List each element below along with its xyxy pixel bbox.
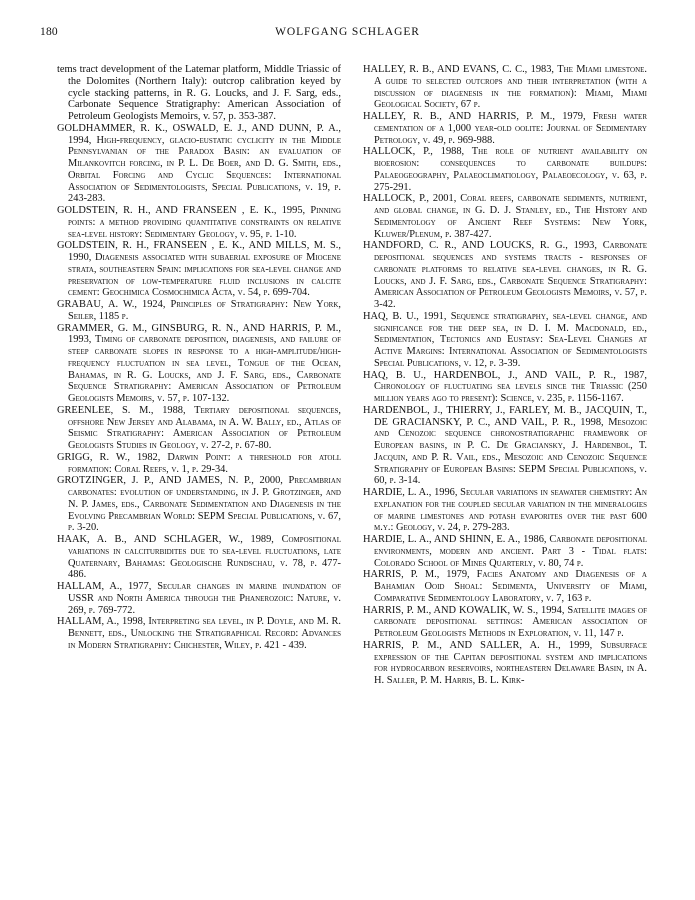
reference-entry: tems tract development of the Latemar platform, Middle Triassic of the Dolomites (Northern Italy): outcrop calibration keyed by cycle stacking patterns, in R. G. Loucks, and J. F. Sarg, eds., Carbonate Sequence Stratigraphy: American Association of Petroleum Geologists Memoirs, v. 57, p. 353-387.: [57, 64, 341, 122]
reference-entry: HALLEY, R. B., AND EVANS, C. C., 1983, The Miami limestone. A guide to selected outcrops and their interpretation (with a discussion of diagenesis in the formation): Miami, Miami Geological Society, 67 p.: [363, 64, 647, 111]
left-column: [57, 64, 341, 687]
reference-entry: GREENLEE, S. M., 1988, Tertiary depositional sequences, offshore New Jersey and Alabama, in A. W. Bally, ed., Atlas of Seismic Stratigraphy: American Association of Petroleum Geologists Studies in Geology, v. 27-2, p. 67-80.: [57, 404, 341, 451]
reference-entry: HARDENBOL, J., THIERRY, J., FARLEY, M. B., JACQUIN, T., DE GRACIANSKY, P. C., AND VAIL, P. R., 1998, Mesozoic and Cenozoic sequence chronostratigraphic framework of European basins, in P. C. De Graciansky, J. Hardenbol, T. Jacquin, and P. R. Vail, eds., Mesozoic and Cenozoic Sequence Stratigraphy of European Basins: SEPM Special Publications, v. 60, p. 3-14.: [363, 404, 647, 487]
running-head: WOLFGANG SCHLAGER: [275, 26, 420, 38]
reference-entry: HANDFORD, C. R., AND LOUCKS, R. G., 1993, Carbonate depositional sequences and systems tracts - responses of carbonate platforms to relative sea-level changes, in R. G. Loucks, and J. F. Sarg, eds., Carbonate Sequence Stratigraphy: American Association of Petroleum Geologists Memoirs, v. 57, p. 3-42.: [363, 240, 647, 310]
reference-entry: GRAMMER, G. M., GINSBURG, R. N., AND HARRIS, P. M., 1993, Timing of carbonate deposition, diagenesis, and failure of steep carbonate slopes in response to a high-amplitude/high-frequency fluctuation in sea level, Tongue of the Ocean, Bahamas, in R. G. Loucks, and J. F. Sarg, eds., Carbonate Sequence Stratigraphy: American Association of Petroleum Geologists Memoirs, v. 57, p. 107-132.: [57, 322, 341, 404]
reference-entry: GRIGG, R. W., 1982, Darwin Point: a threshold for atoll formation: Coral Reefs, v. 1, p. 29-34.: [57, 451, 341, 475]
reference-entry: HAQ, B. U., HARDENBOL, J., AND VAIL, P. R., 1987, Chronology of fluctuating sea levels since the Triassic (250 million years ago to present): Science, v. 235, p. 1156-1167.: [363, 369, 647, 404]
reference-entry: HAQ, B. U., 1991, Sequence stratigraphy, sea-level change, and significance for the deep sea, in D. I. M. Macdonald, ed., Sedimentation, Tectonics and Eustasy: Sea-Level Changes at Active Margins: International Association of Sedimentologists Special Publications, v. 12, p. 3-39.: [363, 310, 647, 369]
reference-entry: HARRIS, P. M., AND SALLER, A. H., 1999, Subsurface expression of the Capitan depositional system and implications for hydrocarbon reservoirs, northeastern Delaware Basin, in A. H. Saller, P. M. Harris, B. L. Kirk-: [363, 639, 647, 686]
reference-entry: HARRIS, P. M., AND KOWALIK, W. S., 1994, Satellite images of carbonate depositional settings: American association of Petroleum Geologists Methods in Exploration, v. 11, 147 p.: [363, 604, 647, 639]
reference-entry: HALLOCK, P., 1988, The role of nutrient availability on bioerosion: consequences to carbonate buildups: Palaeogeography, Palaeoclimatiology, Palaeoecology, v. 63, p. 275-291.: [363, 146, 647, 193]
reference-entry: GROTZINGER, J. P., AND JAMES, N. P., 2000, Precambrian carbonates: evolution of understanding, in J. P. Grotzinger, and N. P. James, eds., Carbonate Sedimentation and Diagenesis in the Evolving Precambrian World: SEPM Special Publications, v. 67, p. 3-20.: [57, 475, 341, 534]
page-number: 180: [40, 26, 58, 38]
reference-entry: GOLDHAMMER, R. K., OSWALD, E. J., AND DUNN, P. A., 1994, High-frequency, glacio-eustatic cyclicity in the Middle Pennsylvanian of the Paradox Basin: an evaluation of Milankovitch forcing, in P. L. De Boer, and D. G. Smith, eds., Orbital Forcing and Cyclic Sequences: International Association of Sedimentologists, Special Publications, v. 19, p. 243-283.: [57, 122, 341, 205]
reference-entry: HALLEY, R. B., AND HARRIS, P. M., 1979, Fresh water cementation of a 1,000 year-old oolite: Journal of Sedimentary Petrology, v. 49, p. 969-988.: [363, 111, 647, 146]
right-column: [363, 64, 647, 687]
reference-columns: [57, 64, 647, 687]
reference-entry: HAAK, A. B., AND SCHLAGER, W., 1989, Compositional variations in calciturbidites due to sea-level fluctuations, late Quaternary, Bahamas: Geologische Rundschau, v. 78, p. 477-486.: [57, 534, 341, 581]
reference-entry: HARRIS, P. M., 1979, Facies Anatomy and Diagenesis of a Bahamian Ooid Shoal: Sedimenta, University of Miami, Comparative Sedimentology Laboratory, v. 7, 163 p.: [363, 569, 647, 604]
reference-entry: GRABAU, A. W., 1924, Principles of Stratigraphy: New York, Seiler, 1185 p.: [57, 299, 341, 322]
reference-entry: HARDIE, L. A., AND SHINN, E. A., 1986, Carbonate depositional environments, modern and ancient. Part 3 - Tidal flats: Colorado School of Mines Quarterly, v. 80, 74 p.: [363, 534, 647, 569]
reference-entry: GOLDSTEIN, R. H., FRANSEEN , E. K., AND MILLS, M. S., 1990, Diagenesis associated with subaerial exposure of Miocene strata, southeastern Spain: implications for sea-level change and preservation of low-temperature fluid inclusions in calcite cement: Geochimica Cosmochimica Acta, v. 54, p. 699-704.: [57, 240, 341, 299]
page-header: [40, 26, 655, 42]
reference-entry: GOLDSTEIN, R. H., AND FRANSEEN , E. K., 1995, Pinning points: a method providing quantitative constraints on relative sea-level history: Sedimentary Geology, v. 95, p. 1-10.: [57, 205, 341, 240]
reference-entry: HALLAM, A., 1977, Secular changes in marine inundation of USSR and North America through the Phanerozoic: Nature, v. 269, p. 769-772.: [57, 581, 341, 616]
reference-entry: HALLAM, A., 1998, Interpreting sea level, in P. Doyle, and M. R. Bennett, eds., Unlocking the Stratigraphical Record: Advances in Modern Stratigraphy: Chichester, Wiley, p. 421 - 439.: [57, 616, 341, 651]
reference-entry: HALLOCK, P., 2001, Coral reefs, carbonate sediments, nutrient, and global change, in G. D. J. Stanley, ed., The History and Sedimentology of Ancient Reef Systems: New York, Kluwer/Plenum, p. 387-427.: [363, 193, 647, 240]
reference-entry: HARDIE, L. A., 1996, Secular variations in seawater chemistry: An explanation for the coupled secular variation in the mineralogies of marine limestones and potash evaporites over the past 600 m.y.: Geology, v. 24, p. 279-283.: [363, 487, 647, 534]
